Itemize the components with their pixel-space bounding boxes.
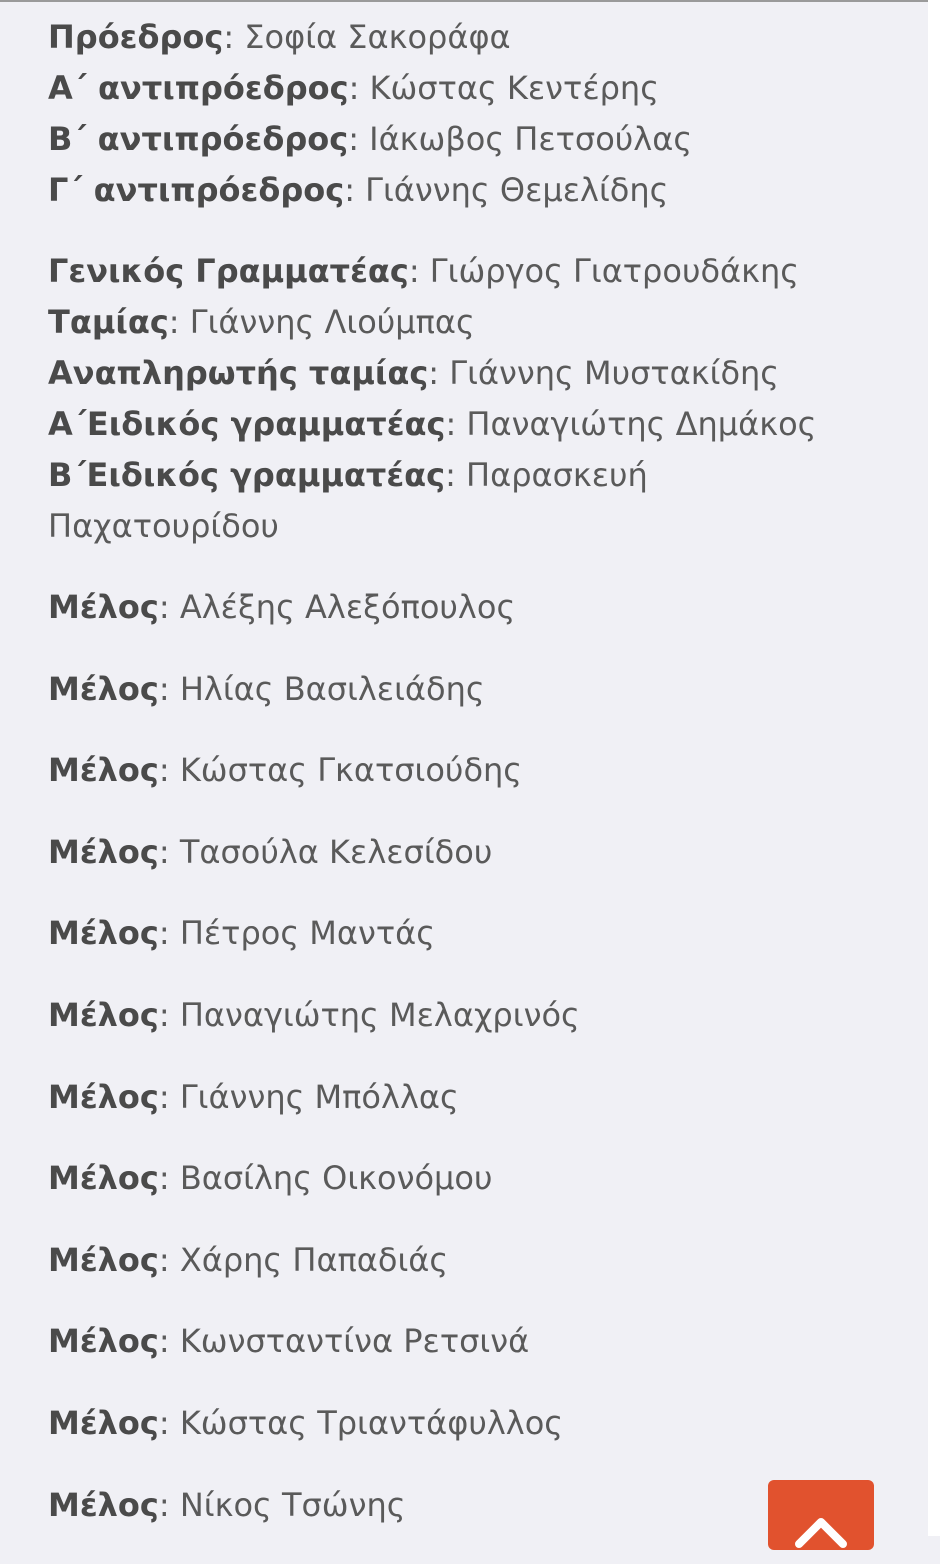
scroll-to-top-button[interactable] xyxy=(768,1480,874,1550)
member-name: Πέτρος Μαντάς xyxy=(179,914,435,953)
separator: : xyxy=(158,1240,180,1279)
member-name: Χάρης Παπαδιάς xyxy=(179,1240,449,1279)
member-label: Μέλος xyxy=(48,1485,159,1524)
separator: : xyxy=(223,18,245,56)
spacer xyxy=(48,552,908,582)
member-name: Παναγιώτης Μελαχρινός xyxy=(179,995,580,1034)
role-label: Αναπληρωτής ταμίας xyxy=(48,354,429,392)
separator: : xyxy=(158,669,180,708)
member-line xyxy=(48,1235,908,1286)
role-label: Α΄ αντιπρόεδρος xyxy=(48,69,349,107)
role-label: Γενικός Γραμματέας xyxy=(48,252,409,290)
board-list xyxy=(48,12,908,1561)
separator: : xyxy=(168,303,190,341)
member-line xyxy=(48,1153,908,1204)
member-label: Μέλος xyxy=(48,751,159,790)
separator: : xyxy=(158,1322,180,1361)
member-label: Μέλος xyxy=(48,995,159,1034)
spacer xyxy=(48,216,908,246)
officer-line xyxy=(48,348,908,399)
role-label: Ταμίας xyxy=(48,303,169,341)
separator: : xyxy=(158,751,180,790)
officer-line xyxy=(48,246,908,297)
separator: : xyxy=(158,995,180,1034)
member-line xyxy=(48,908,908,959)
person-name: Γιάννης Θεμελίδης xyxy=(365,171,669,209)
separator: : xyxy=(158,914,180,953)
role-label: Πρόεδρος xyxy=(48,18,224,56)
officers-group-b xyxy=(48,246,908,552)
member-line xyxy=(48,582,908,633)
separator: : xyxy=(158,1403,180,1442)
separator: : xyxy=(428,354,450,392)
person-name: Παναγιώτης Δημάκος xyxy=(466,405,817,443)
member-name: Τασούλα Κελεσίδου xyxy=(179,832,493,871)
role-label: Β΄Ειδικός γραμματέας xyxy=(48,456,446,494)
member-line xyxy=(48,1316,908,1367)
member-name: Αλέξης Αλεξόπουλος xyxy=(179,588,516,626)
member-line xyxy=(48,1072,908,1123)
person-name: Γιώργος Γιατρουδάκης xyxy=(429,252,800,290)
officer-line xyxy=(48,12,908,63)
officer-line xyxy=(48,165,908,216)
separator: : xyxy=(158,1485,180,1524)
separator: : xyxy=(158,1077,180,1116)
member-label: Μέλος xyxy=(48,669,159,708)
officer-line xyxy=(48,399,908,450)
separator: : xyxy=(158,588,180,626)
page-right-edge xyxy=(928,0,940,1536)
separator: : xyxy=(158,832,180,871)
role-label: Α΄Ειδικός γραμματέας xyxy=(48,405,446,443)
member-name: Βασίλης Οικονόμου xyxy=(179,1159,493,1198)
separator: : xyxy=(348,69,370,107)
officer-line xyxy=(48,114,908,165)
member-line xyxy=(48,664,908,715)
members-group xyxy=(48,582,908,1531)
member-name: Κώστας Τριαντάφυλλος xyxy=(179,1403,564,1442)
page-top-divider xyxy=(0,0,928,2)
separator: : xyxy=(344,171,366,209)
member-label: Μέλος xyxy=(48,832,159,871)
member-line xyxy=(48,990,908,1041)
person-name: Κώστας Κεντέρης xyxy=(369,69,659,107)
role-label: Γ΄ αντιπρόεδρος xyxy=(48,171,345,209)
person-name: Γιάννης Λιούμπας xyxy=(189,303,475,341)
member-name: Ηλίας Βασιλειάδης xyxy=(179,669,485,708)
member-label: Μέλος xyxy=(48,1159,159,1198)
officer-line xyxy=(48,297,908,348)
member-label: Μέλος xyxy=(48,914,159,953)
officer-line xyxy=(48,450,688,552)
separator: : xyxy=(408,252,430,290)
person-name: Ιάκωβος Πετσούλας xyxy=(369,120,693,158)
person-name: Γιάννης Μυστακίδης xyxy=(449,354,780,392)
member-name: Γιάννης Μπόλλας xyxy=(179,1077,459,1116)
member-line xyxy=(48,827,908,878)
person-name: Σοφία Σακοράφα xyxy=(244,18,511,56)
chevron-up-icon xyxy=(795,1512,847,1564)
officer-line xyxy=(48,63,908,114)
separator: : xyxy=(158,1159,180,1198)
person-name: Παρασκευή Παχατουρίδου xyxy=(48,456,648,545)
separator: : xyxy=(348,120,370,158)
member-name: Νίκος Τσώνης xyxy=(179,1485,406,1524)
member-label: Μέλος xyxy=(48,1322,159,1361)
role-label: Β΄ αντιπρόεδρος xyxy=(48,120,349,158)
member-label: Μέλος xyxy=(48,1240,159,1279)
member-label: Μέλος xyxy=(48,588,159,626)
member-name: Κωνσταντίνα Ρετσινά xyxy=(179,1322,530,1361)
separator: : xyxy=(445,405,467,443)
member-label: Μέλος xyxy=(48,1403,159,1442)
separator: : xyxy=(445,456,467,494)
member-label: Μέλος xyxy=(48,1077,159,1116)
member-line xyxy=(48,1398,908,1449)
member-line xyxy=(48,745,908,796)
member-name: Κώστας Γκατσιούδης xyxy=(179,751,523,790)
officers-group-a xyxy=(48,12,908,216)
